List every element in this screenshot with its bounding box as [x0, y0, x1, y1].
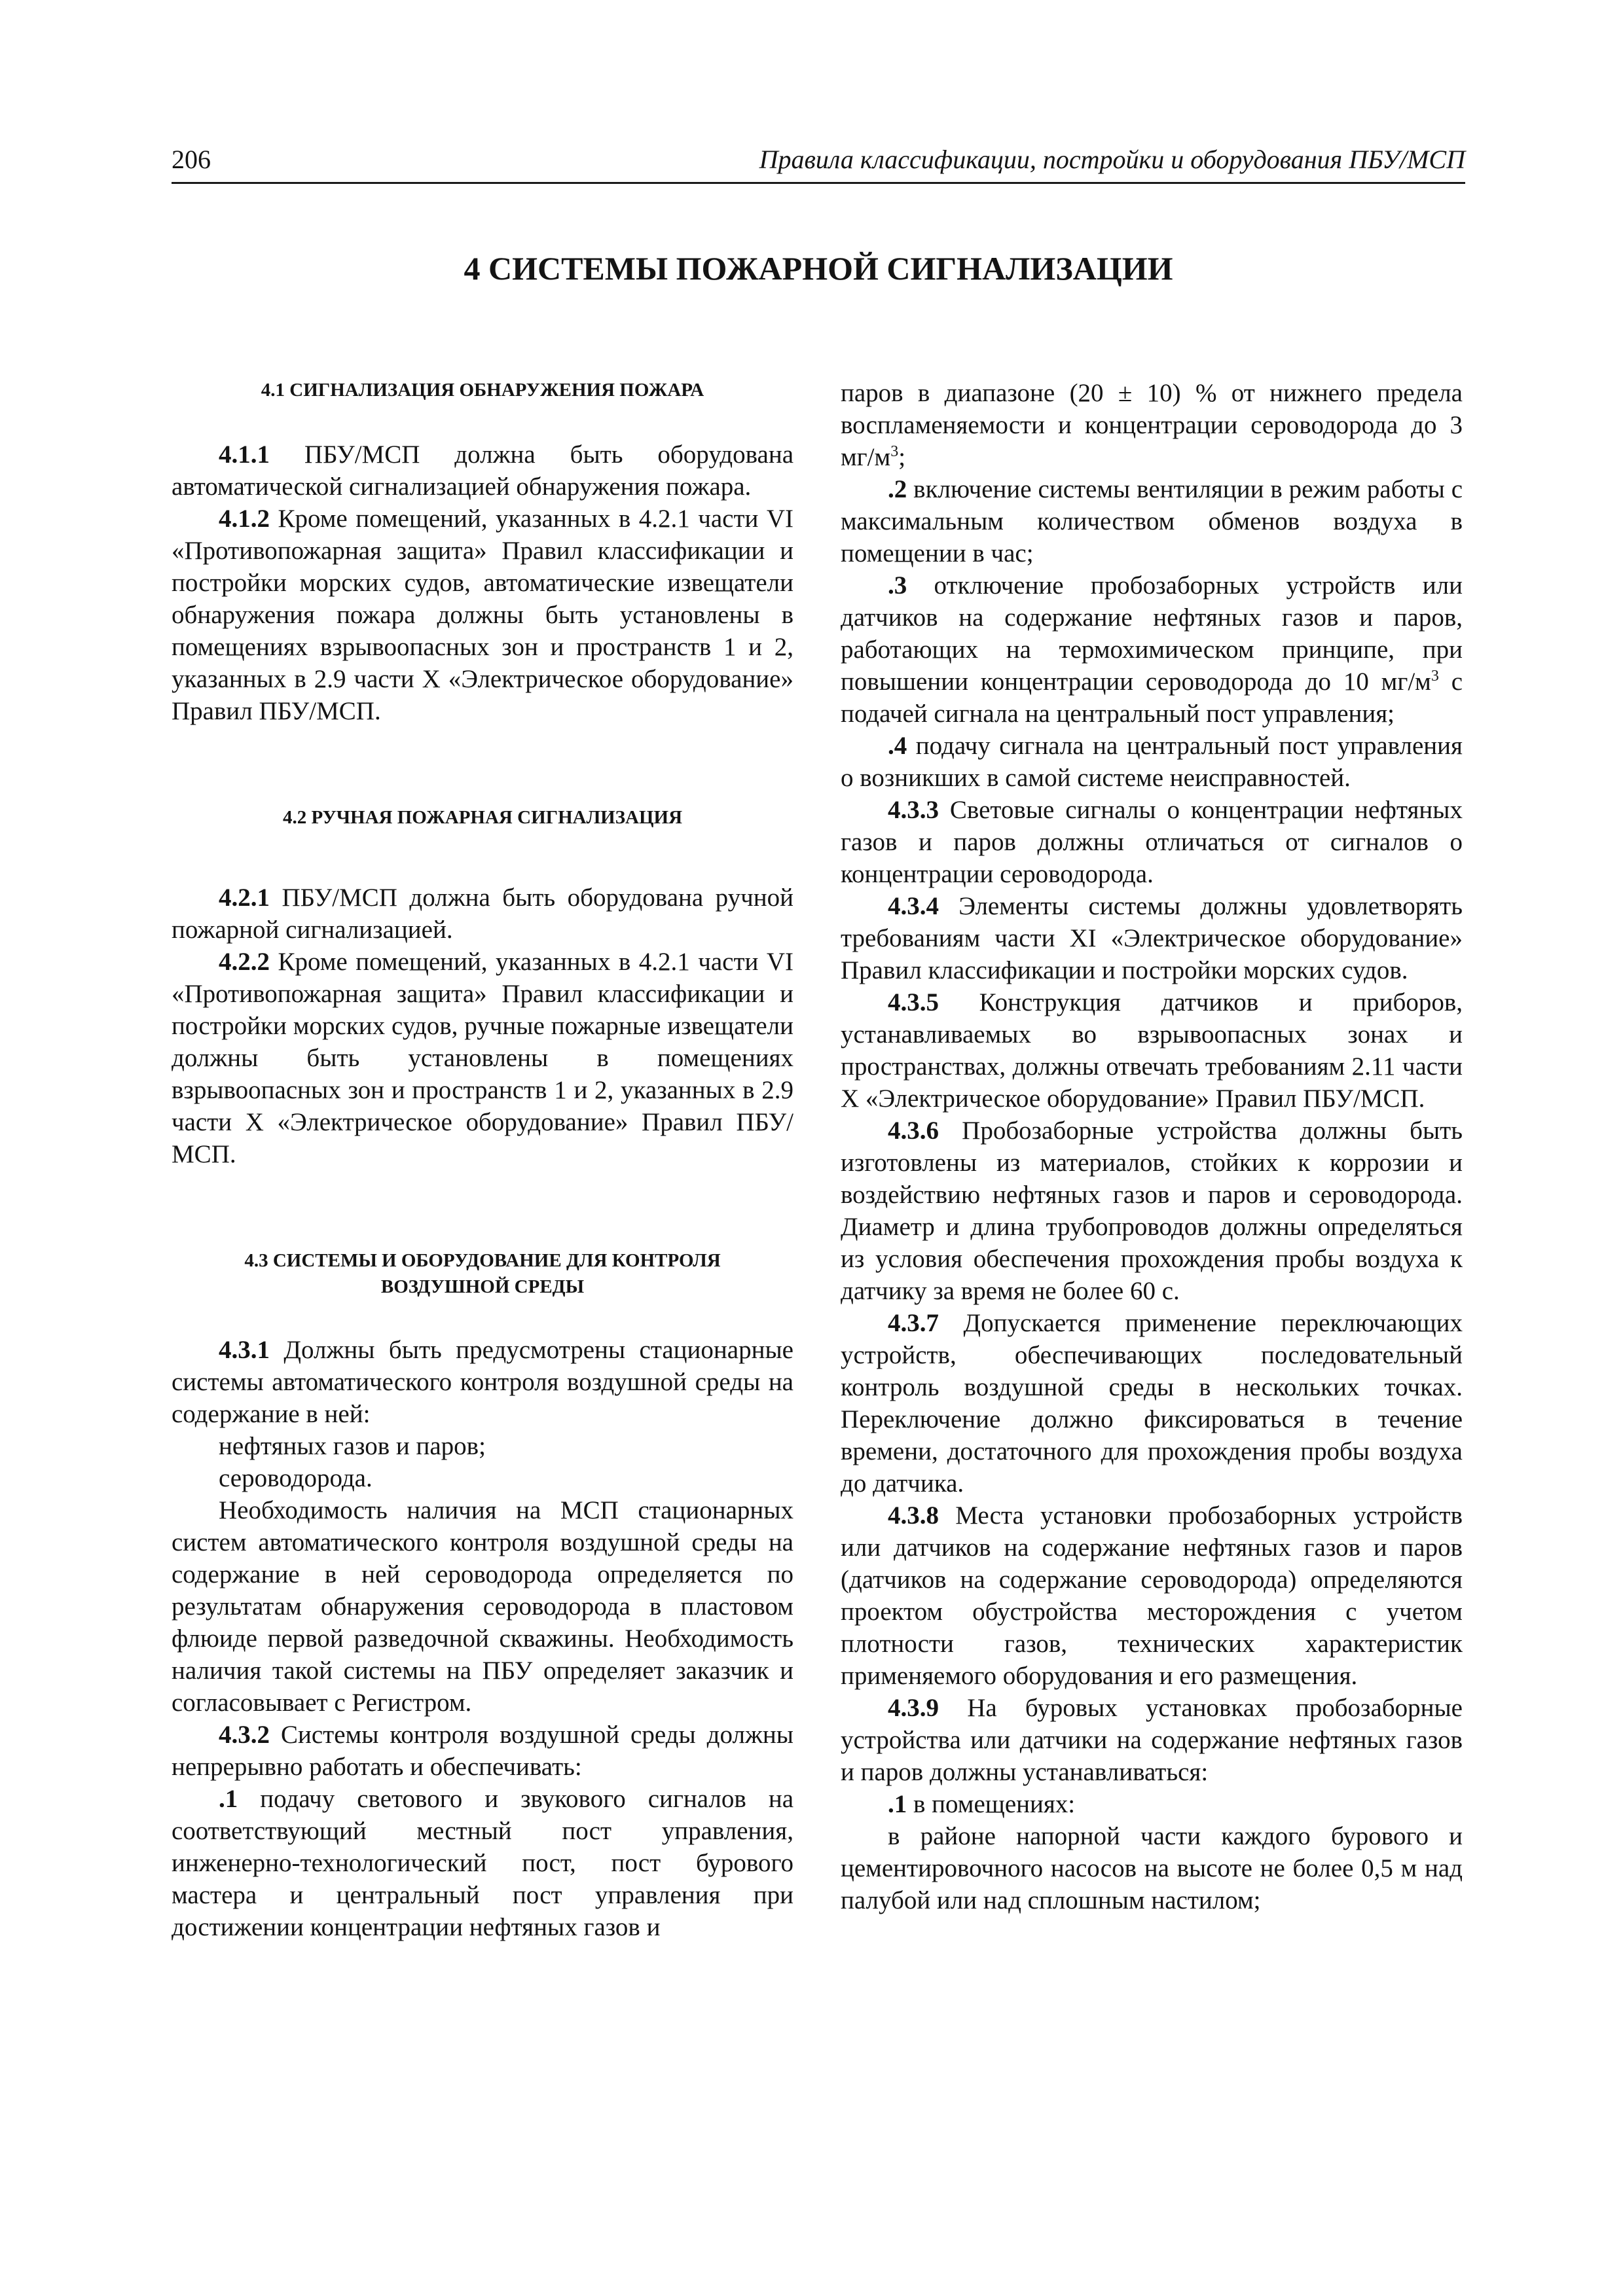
paragraph-4-2-2 [172, 946, 793, 1170]
paragraph-4-3-2-3 [841, 569, 1463, 730]
paragraph-4-3-2 [172, 1719, 793, 1783]
clause-text: Элементы системы должны удовлетворять требованиям части XI «Электрическое оборудование» Правил классификации и постройки морских судов. [841, 892, 1463, 984]
paragraph-4-2-1 [172, 882, 793, 946]
paragraph-4-1-2 [172, 503, 793, 727]
paragraph-4-3-3 [841, 794, 1463, 890]
clause-text: Конструкция датчиков и приборов, устанавливаемых во взрывоопасных зонах и пространствах, должны отвечать требованиям 2.11 части X «Электрическое оборудование» Правил ПБУ/МСП. [841, 988, 1463, 1113]
paragraph-4-3-2-4 [841, 730, 1463, 794]
section-heading-4-1: 4.1 СИГНАЛИЗАЦИЯ ОБНАРУЖЕНИЯ ПОЖАРА [261, 380, 704, 401]
clause-number: 4.3.1 [219, 1336, 270, 1364]
clause-number: 4.3.7 [888, 1309, 939, 1337]
item-number: .4 [888, 732, 907, 760]
paragraph-4-3-9-1 [841, 1788, 1463, 1820]
paragraph-4-3-1 [172, 1334, 793, 1430]
item-text: в помещениях: [907, 1790, 1076, 1818]
paragraph-4-3-2-1 [172, 1783, 793, 1943]
superscript: 3 [1431, 668, 1439, 685]
paragraph-4-1-1 [172, 439, 793, 503]
paragraph-4-3-2-2 [841, 473, 1463, 569]
section-heading-line: ВОЗДУШНОЙ СРЕДЫ [380, 1276, 585, 1297]
clause-number: 4.3.5 [888, 988, 939, 1016]
clause-number: 4.3.9 [888, 1694, 939, 1722]
clause-number: 4.2.1 [219, 884, 270, 912]
clause-text: На буровых установках пробозаборные устройства или датчики на содержание нефтяных газов и паров должны устанавливаться: [841, 1694, 1463, 1786]
page-header [172, 144, 1465, 184]
clause-number: 4.3.3 [888, 796, 939, 824]
clause-text: ПБУ/МСП должна быть оборудована автоматической сигнализацией обнаружения пожара. [172, 440, 793, 501]
list-item: в районе напорной части каждого бурового и цементировочного насосов на высоте не более 0,5 м над палубой или над сплошным настилом; [841, 1822, 1463, 1914]
continuation-text-end: ; [898, 443, 906, 471]
clause-number: 4.3.2 [219, 1721, 270, 1749]
paragraph-4-3-8 [841, 1499, 1463, 1692]
item-text: подачу светового и звукового сигналов на соответствующий местный пост управления, инженерно-технологический пост, пост бурового мастера и центральный пост управления при достижении концентрации нефтяных газов и [172, 1785, 793, 1941]
paragraph-4-3-9 [841, 1692, 1463, 1788]
clause-text: Световые сигналы о концентрации нефтяных газов и паров должны отличаться от сигналов о концентрации сероводорода. [841, 796, 1463, 888]
clause-text: Должны быть предусмотрены стационарные системы автоматического контроля воздушной среды на содержание в ней: [172, 1336, 793, 1428]
item-text: включение системы вентиляции в режим работы с максимальным количеством обменов воздуха в помещении в час; [841, 475, 1463, 567]
paragraph-note: Необходимость наличия на МСП стационарных систем автоматического контроля воздушной среды на содержание в ней сероводорода определяется по результатам обнаружения сероводорода в пластовом флюиде первой разведочной скважины. Необходимость наличия такой системы на ПБУ определяет заказчик и согласовывает с Регистром. [172, 1496, 793, 1717]
list-item: сероводорода. [219, 1464, 373, 1492]
paragraph-continuation [841, 377, 1463, 473]
clause-text: Системы контроля воздушной среды должны непрерывно работать и обеспечивать: [172, 1721, 793, 1781]
item-number: .1 [219, 1785, 238, 1813]
superscript: 3 [890, 443, 899, 460]
item-number: .3 [888, 571, 907, 600]
clause-text: Кроме помещений, указанных в 4.2.1 части VI «Противопожарная защита» Правил классификации и постройки морских судов, ручные пожарные извещатели должны быть установлены в помещениях взрывоопасных зон и пространств 1 и 2, указанных в 2.9 части X «Электрическое оборудование» Правил ПБУ/МСП. [172, 948, 793, 1168]
page-number: 206 [172, 145, 211, 174]
clause-number: 4.1.2 [219, 505, 270, 533]
clause-text: Места установки пробозаборных устройств или датчиков на содержание нефтяных газов и паров (датчиков на содержание сероводорода) определяются проектом обустройства месторождения с учетом плотности газов, технических характеристик применяемого оборудования и его размещения. [841, 1501, 1463, 1690]
clause-number: 4.3.6 [888, 1117, 939, 1145]
section-heading-line: 4.3 СИСТЕМЫ И ОБОРУДОВАНИЕ ДЛЯ КОНТРОЛЯ [244, 1250, 721, 1271]
list-item: нефтяных газов и паров; [219, 1432, 486, 1460]
running-title: Правила классификации, постройки и оборудования ПБУ/МСП [759, 145, 1465, 174]
right-column [841, 377, 1463, 1916]
clause-number: 4.3.4 [888, 892, 939, 920]
clause-number: 4.1.1 [219, 440, 270, 469]
paragraph-4-3-5 [841, 986, 1463, 1115]
clause-text: Пробозаборные устройства должны быть изготовлены из материалов, стойких к коррозии и воздействию нефтяных газов и паров и сероводорода. Диаметр и длина трубопроводов должны определяться из условия обеспечения прохождения пробы воздуха к датчику за время не более 60 с. [841, 1117, 1463, 1305]
paragraph-4-3-6 [841, 1115, 1463, 1307]
left-column [172, 377, 793, 1943]
item-text: отключение пробозаборных устройств или датчиков на содержание нефтяных газов и паров, работающих на термохимическом принципе, при повышении концентрации сероводорода до 10 мг/м [841, 571, 1463, 696]
clause-number: 4.3.8 [888, 1501, 939, 1530]
item-text: подачу сигнала на центральный пост управления о возникших в самой системе неисправностей. [841, 732, 1463, 792]
clause-text: Кроме помещений, указанных в 4.2.1 части VI «Противопожарная защита» Правил классификации и постройки морских судов, автоматические извещатели обнаружения пожара должны быть установлены в помещениях взрывоопасных зон и пространств 1 и 2, указанных в 2.9 части X «Электрическое оборудование» Правил ПБУ/МСП. [172, 505, 793, 725]
section-heading-4-2: 4.2 РУЧНАЯ ПОЖАРНАЯ СИГНАЛИЗАЦИЯ [282, 807, 683, 828]
item-number: .2 [888, 475, 907, 503]
paragraph-4-3-4 [841, 890, 1463, 986]
clause-text: ПБУ/МСП должна быть оборудована ручной пожарной сигнализацией. [172, 884, 793, 944]
section-heading-4-3 [172, 1247, 793, 1300]
continuation-text: паров в диапазоне (20 ± 10) % от нижнего предела воспламеняемости и концентрации сероводорода до 3 мг/м [841, 379, 1463, 471]
clause-text: Допускается применение переключающих устройств, обеспечивающих последовательный контроль воздушной среды в нескольких точках. Переключение должно фиксироваться в течение времени, достаточного для прохождения пробы воздуха до датчика. [841, 1309, 1463, 1498]
paragraph-4-3-7 [841, 1307, 1463, 1499]
item-text-end: с подачей сигнала на центральный пост управления; [841, 668, 1463, 728]
item-number: .1 [888, 1790, 907, 1818]
chapter-title: 4 СИСТЕМЫ ПОЖАРНОЙ СИГНАЛИЗАЦИИ [464, 250, 1173, 287]
clause-number: 4.2.2 [219, 948, 270, 976]
